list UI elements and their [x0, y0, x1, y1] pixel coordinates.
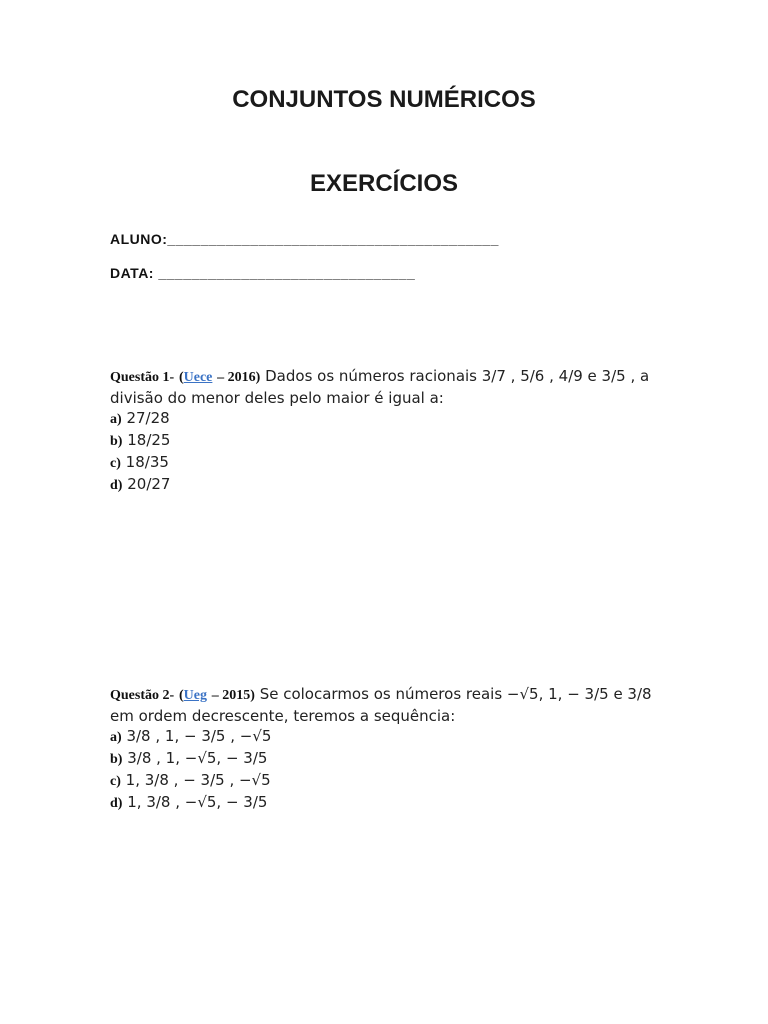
- question-2-year: – 2015): [211, 688, 255, 703]
- question-2-option-a: [110, 726, 670, 748]
- question-1-option-c: [110, 452, 670, 474]
- question-1-text: Dados os números racionais 3/7 , 5/6 , 4/9 e 3/5 , a divisão do menor deles pelo maior é igual a:: [110, 367, 650, 407]
- question-2-option-c: [110, 770, 670, 792]
- question-2-source-link[interactable]: Ueg: [183, 688, 207, 703]
- question-1-open-paren: (: [178, 370, 184, 385]
- option-value: 3/8 , 1, −√5, − 3/5: [127, 749, 268, 767]
- option-value: 18/35: [125, 453, 169, 471]
- question-1-dash: -: [169, 370, 175, 385]
- option-letter: b): [110, 752, 123, 767]
- question-2-option-d: [110, 792, 670, 814]
- question-1-year: – 2016): [217, 370, 261, 385]
- option-letter: b): [110, 434, 123, 449]
- date-field: DATA: _______________________________: [110, 265, 416, 281]
- question-2-text: Se colocarmos os números reais −√5, 1, − 3/5 e 3/8 em ordem decrescente, teremos a sequência:: [110, 685, 652, 725]
- question-2-label: Questão 2: [110, 688, 170, 703]
- question-2-option-b: [110, 748, 670, 770]
- option-value: 20/27: [127, 475, 171, 493]
- option-letter: d): [110, 796, 123, 811]
- question-1-option-d: [110, 474, 670, 496]
- option-value: 3/8 , 1, − 3/5 , −√5: [126, 727, 272, 745]
- question-2-dash: -: [169, 688, 175, 703]
- question-1-option-a: [110, 408, 670, 430]
- option-letter: a): [110, 412, 122, 427]
- question-1: [110, 366, 670, 496]
- option-value: 1, 3/8 , − 3/5 , −√5: [125, 771, 271, 789]
- option-value: 18/25: [127, 431, 171, 449]
- option-letter: c): [110, 774, 121, 789]
- option-letter: a): [110, 730, 122, 745]
- option-letter: c): [110, 456, 121, 471]
- question-1-label: Questão 1: [110, 370, 170, 385]
- question-2-open-paren: (: [178, 688, 184, 703]
- option-value: 1, 3/8 , −√5, − 3/5: [127, 793, 268, 811]
- page-subtitle: EXERCÍCIOS: [309, 170, 459, 197]
- option-letter: d): [110, 478, 123, 493]
- question-2: [110, 684, 670, 814]
- page-title: CONJUNTOS NUMÉRICOS: [232, 86, 536, 113]
- question-1-option-b: [110, 430, 670, 452]
- student-name-field: ALUNO:________________________________________: [110, 231, 499, 247]
- question-1-source-link[interactable]: Uece: [183, 370, 213, 385]
- option-value: 27/28: [126, 409, 170, 427]
